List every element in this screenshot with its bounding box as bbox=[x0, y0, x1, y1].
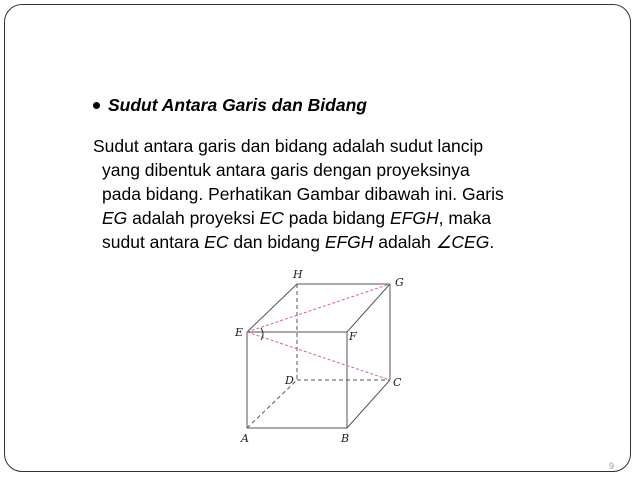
edge-bc bbox=[347, 380, 390, 428]
label-a: A bbox=[241, 432, 249, 445]
bullet-icon bbox=[93, 102, 100, 109]
label-e: E bbox=[235, 326, 244, 339]
body-line-1: Sudut antara garis dan bidang adalah sudut lancip bbox=[93, 136, 484, 156]
body-line-4 bbox=[93, 206, 613, 230]
text-segment: , maka bbox=[438, 208, 492, 228]
body-line-5 bbox=[93, 230, 613, 254]
edge-eh bbox=[247, 284, 297, 332]
term-efgh: EFGH bbox=[390, 208, 439, 228]
cube-diagram bbox=[225, 262, 425, 452]
term-ec: EC bbox=[204, 232, 229, 252]
text-segment: dan bidang bbox=[228, 232, 325, 252]
body-line-2: yang dibentuk antara garis dengan proyeksinya bbox=[102, 160, 470, 180]
label-b: B bbox=[341, 432, 350, 445]
line-ec bbox=[247, 332, 390, 380]
page-number: 9 bbox=[608, 461, 614, 471]
label-h: H bbox=[293, 268, 303, 281]
slide-heading bbox=[93, 95, 367, 116]
text-segment: adalah bbox=[373, 232, 436, 252]
body-paragraph bbox=[93, 134, 613, 254]
label-d: D bbox=[285, 374, 294, 387]
text-segment: sudut antara bbox=[102, 232, 205, 252]
term-eg: EG bbox=[102, 208, 128, 228]
heading-text: Sudut Antara Garis dan Bidang bbox=[108, 95, 367, 115]
label-c: C bbox=[393, 376, 402, 389]
text-segment: pada bidang bbox=[283, 208, 390, 228]
text-segment: adalah proyeksi bbox=[127, 208, 260, 228]
text-segment: . bbox=[489, 232, 495, 252]
term-efgh: EFGH bbox=[324, 232, 374, 252]
edge-ad bbox=[247, 380, 297, 428]
label-f: F bbox=[349, 330, 357, 343]
term-ec: EC bbox=[259, 208, 284, 228]
body-line-3: pada bidang. Perhatikan Gambar dibawah ini. Garis bbox=[102, 184, 504, 204]
angle-arc bbox=[261, 328, 263, 340]
label-g: G bbox=[395, 276, 404, 289]
term-angle-ceg: ∠CEG bbox=[435, 232, 490, 252]
edge-fg bbox=[347, 284, 390, 332]
